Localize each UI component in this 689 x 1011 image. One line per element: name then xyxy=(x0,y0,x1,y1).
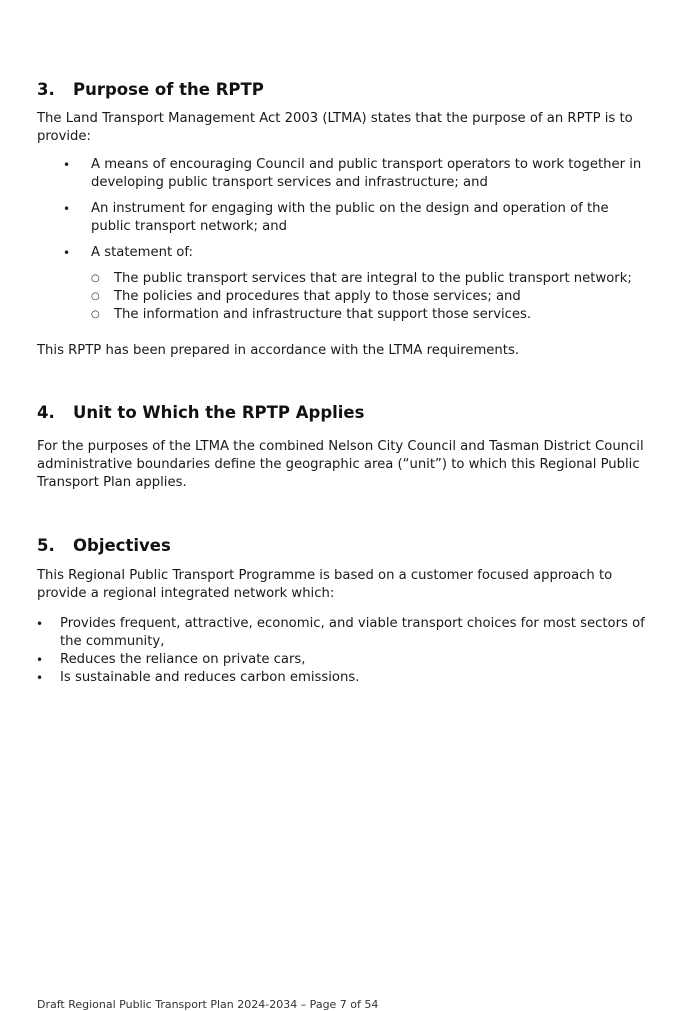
bullet-text: A statement of: xyxy=(91,245,193,260)
sub-bullet-text: The information and infrastructure that support those services. xyxy=(114,307,532,322)
bullet-icon: • xyxy=(63,202,71,216)
bullet-icon: • xyxy=(36,617,44,631)
list-item xyxy=(63,244,651,262)
section-4-title: Unit to Which the RPTP Applies xyxy=(73,403,365,422)
section-3-number: 3. xyxy=(37,80,55,99)
circle-bullet-icon: ○ xyxy=(91,291,100,302)
section-4-body: For the purposes of the LTMA the combined Nelson City Council and Tasman District Council administrative boundaries define the geographic area (“unit”) to which this Regional Public Transport Plan applies. xyxy=(37,439,644,490)
bullet-text: Reduces the reliance on private cars, xyxy=(60,652,306,667)
bullet-text: Is sustainable and reduces carbon emissions. xyxy=(60,670,360,685)
list-item xyxy=(63,200,651,236)
section-3-title: Purpose of the RPTP xyxy=(73,80,264,99)
section-4-heading xyxy=(37,403,364,422)
list-item xyxy=(91,306,659,324)
section-4-number: 4. xyxy=(37,403,55,422)
list-item xyxy=(63,156,651,192)
section-3-heading xyxy=(37,80,264,99)
section-5-intro: This Regional Public Transport Programme is based on a customer focused approach to provide a regional integrated network which: xyxy=(37,568,613,601)
bullet-icon: • xyxy=(63,158,71,172)
circle-bullet-icon: ○ xyxy=(91,273,100,284)
list-item xyxy=(36,669,645,687)
section-3-intro: The Land Transport Management Act 2003 (LTMA) states that the purpose of an RPTP is to provide: xyxy=(37,111,633,144)
section-5-title: Objectives xyxy=(73,536,171,555)
sub-bullet-text: The public transport services that are integral to the public transport network; xyxy=(114,271,632,286)
bullet-text: Provides frequent, attractive, economic, and viable transport choices for most sectors of the community, xyxy=(60,616,645,649)
list-item xyxy=(91,288,659,306)
section-5-bullet-list xyxy=(36,615,645,687)
list-item xyxy=(36,651,645,669)
page-footer: Draft Regional Public Transport Plan 2024-2034 – Page 7 of 54 xyxy=(37,998,379,1011)
circle-bullet-icon: ○ xyxy=(91,309,100,320)
bullet-icon: • xyxy=(36,671,44,685)
section-5-heading xyxy=(37,536,171,555)
sub-bullet-text: The policies and procedures that apply to those services; and xyxy=(114,289,521,304)
section-3-sub-bullet-list xyxy=(91,270,659,324)
section-3-bullet-list xyxy=(63,156,651,262)
bullet-icon: • xyxy=(63,246,71,260)
bullet-text: A means of encouraging Council and public transport operators to work together in developing public transport services and infrastructure; and xyxy=(91,157,642,190)
section-3-closing: This RPTP has been prepared in accordance with the LTMA requirements. xyxy=(37,343,520,358)
bullet-icon: • xyxy=(36,653,44,667)
list-item xyxy=(91,270,659,288)
list-item xyxy=(36,615,645,651)
section-5-number: 5. xyxy=(37,536,55,555)
bullet-text: An instrument for engaging with the public on the design and operation of the public transport network; and xyxy=(91,201,609,234)
